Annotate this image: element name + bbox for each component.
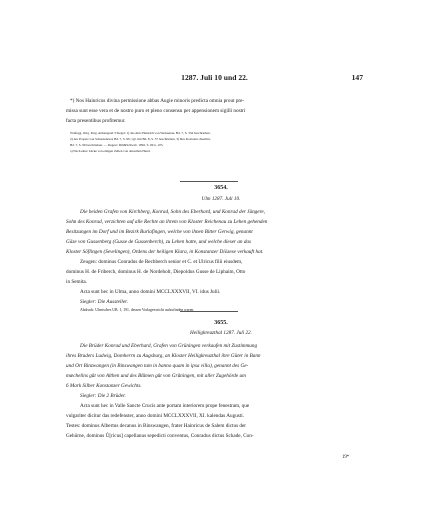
abdruck-line: Abdruck: Ulmisches UB. 1, 191, dessen Vorlagen nicht aufzufinden waren. <box>80 308 195 312</box>
siegler-line: Siegler: Die Aussteller. <box>80 299 128 305</box>
footnote-line: 2) des Propsts von Schussenried, Bd. 7, S. 99, vgl. mit Bd. 8, S. 57 beschrieben. 3) Des Konvents daselbst, <box>70 137 211 141</box>
section-divider <box>180 311 238 312</box>
footnote-line: Bd. 7, S. 99 beschrieben. — Regest: Dilt&Schwab. 1892, S. 69 n. 105. <box>70 143 164 147</box>
text-line: missa sunt esse vera et de nostro puro et pleno consensu per appensionem sigilli nostri <box>66 108 246 114</box>
summary-line: Kloster Söflingen (Sevelingen), Ordens der heiligen Klara, in Konstanzer Diözese verkauft hat. <box>66 249 264 255</box>
previous-document-tail <box>66 96 370 154</box>
body-line: vulgariter dicitur das redefenster, anno domini MCCLXXXVII, XI. kalendas Augusti. <box>66 413 244 419</box>
summary-line: 6 Mark Silber Konstanzer Gewichts. <box>66 383 142 389</box>
siegler-line: Siegler: Die 2 Brüder. <box>80 393 126 399</box>
body-line: Testes: dominus Albertus decanus in Binswangen, frater Hainricus de Salem dictus der <box>66 423 247 429</box>
summary-line: und Ort Binzwangen (in Binswangen tam in banno quam in ipsa villa), genannt des Ge- <box>66 363 249 369</box>
place-date: Ulm 1287. Juli 10. <box>201 196 241 202</box>
summary-line: Gäze von Gussenberg (Gusse de Gussenberch), zu Lehen hatte, und welche dieser an das <box>66 239 252 245</box>
footnote-line: Wolfegg. Orig. Perg. Anhangend 3 Siegel: 1) des Abts Heinrich von Weissenau, Bd. 7, S. 334 beschrieben. <box>70 131 211 135</box>
document-number: 3655. <box>214 320 228 326</box>
header-dates: 1287. Juli 10 und 22. <box>181 73 248 82</box>
summary-line: Die beiden Grafen von Kirchberg, Konrad, Sohn des Eberhard, und Konrad der Jüngere, <box>80 209 265 215</box>
summary-line: mæchelins gůt von Althen und des Blůmen gůt von Grůningen, mit aller Zugehörde um <box>66 373 246 379</box>
summary-line: ihres Bruders Ludwig, Domherrn zu Augsburg, an Kloster Heiligkreuzthal ihre Güter in Bann <box>66 353 261 359</box>
acta-line: Acta sunt hec in Ulma, anno domini MCCLXXXVII, VI. idus Julii. <box>80 289 221 295</box>
witnesses-line: Zeugen: dominus Conradus de Rechberch senior et C. et Ulricus filii eiusdem, <box>80 259 243 265</box>
text-line: facta presentibus profitemur. <box>66 118 126 124</box>
page-number: 147 <box>351 73 363 82</box>
witnesses-line: in Semita. <box>66 279 88 285</box>
summary-line: Sohn des Konrad, verzichten auf alle Rechte an ihrem von Kloster Reichenau zu Lehen gehenden <box>66 219 268 225</box>
body-line: Gehürne, dominus Ů[ricus] capellanus sepedicti conventus, Conradus dictus Schade, Con- <box>66 433 254 439</box>
place-date: Heiligkreuzthal 1287. Juli 22. <box>190 330 252 336</box>
signature-mark: 19* <box>342 455 350 460</box>
document-number: 3654. <box>214 185 228 191</box>
document-3655 <box>66 318 366 441</box>
witnesses-line: dominus H. de Friberch, dominus H. de Nordeholt, Diepoldus Gusse de Liphaim, Otto <box>66 269 246 275</box>
summary-line: Die Brüder Konrad und Eberhard, Grafen von Grüningen verkaufen mit Zustimmung <box>80 343 258 349</box>
text-line: *) Nos Hainricus divina permissione abbas Augie minoris predicta omnia prout pre- <box>70 98 245 104</box>
summary-line: Besitzungen im Dorf und im Bezirk Burlafingen, welche von ihnen Bitter Gerwig, genannt <box>66 229 253 235</box>
footnote-line: a) Nach einer Lücke von einigen Zeilen von derselben Hand. <box>70 149 151 153</box>
section-divider <box>180 181 238 182</box>
document-3654 <box>66 183 366 314</box>
body-line: Acta sunt hec in Valle Sancte Crucis ante portam interiorem prope fenestram, que <box>80 403 250 409</box>
